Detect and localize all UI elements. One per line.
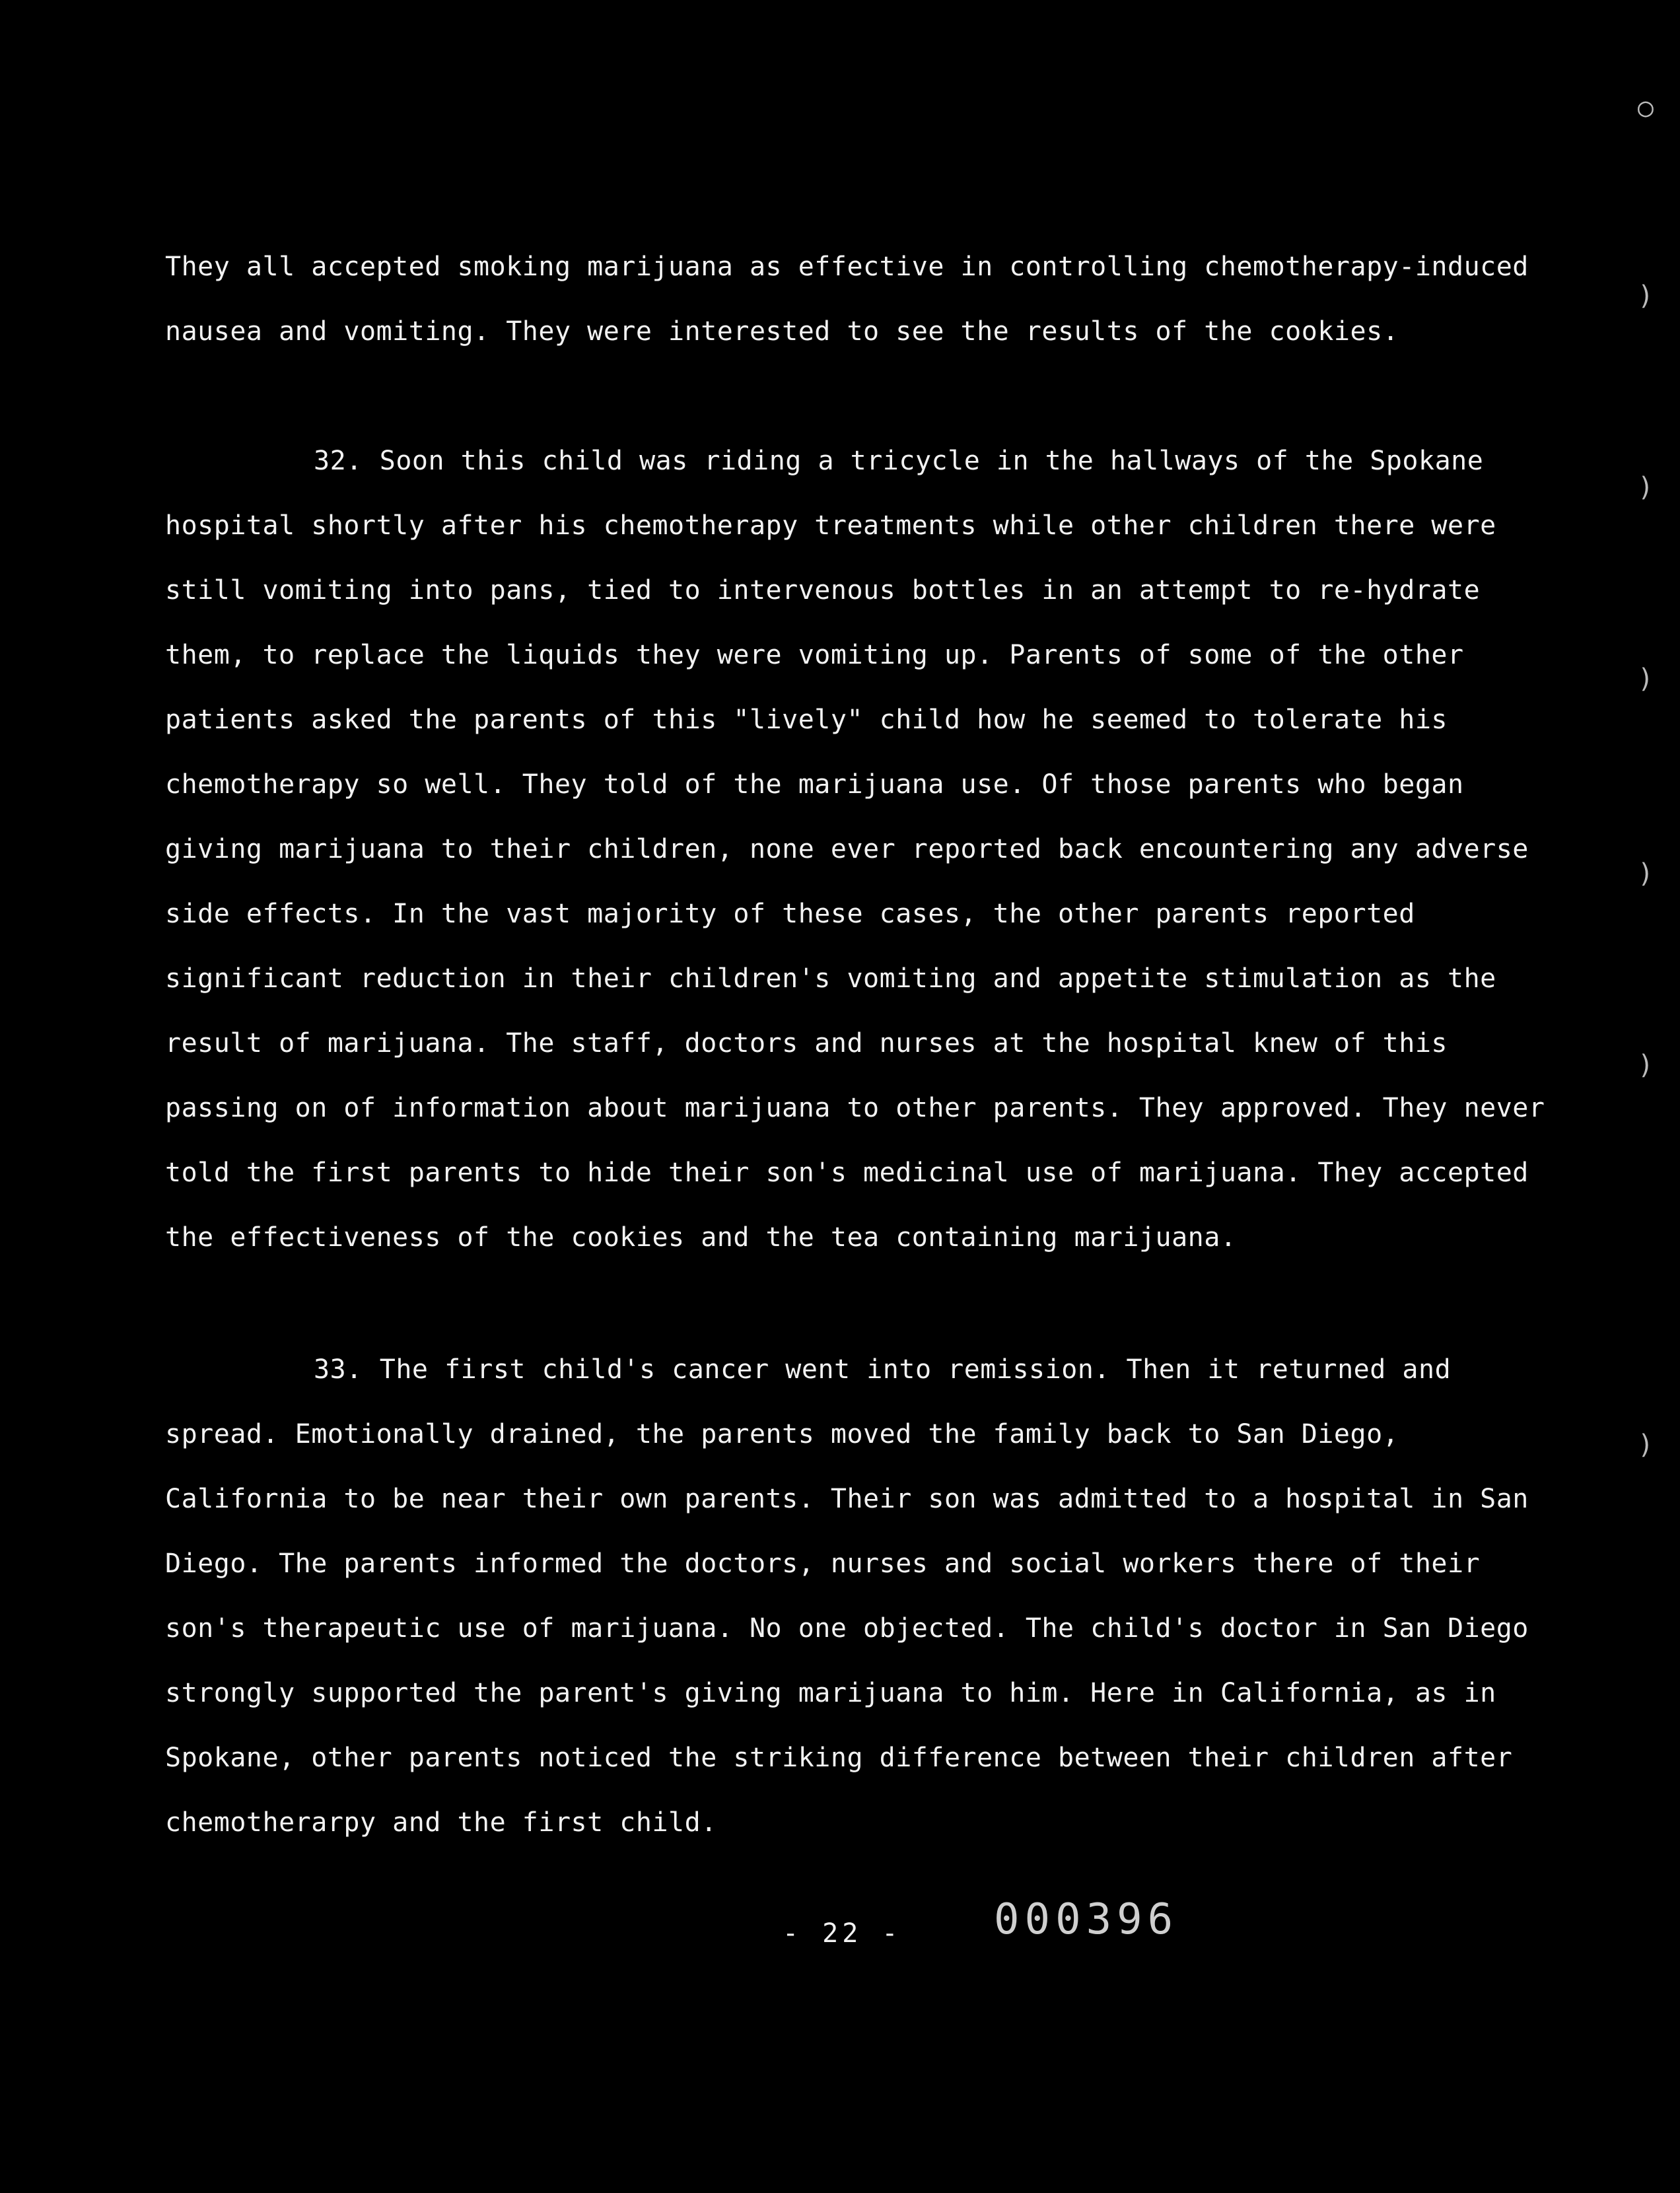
binder-hole-icon: ) <box>1637 281 1654 311</box>
bates-number: 000396 <box>994 1895 1179 1944</box>
paragraph-number: 32. <box>314 446 363 476</box>
paragraph-text: The first child's cancer went into remission. Then it returned and spread. Emotionally drained, the parents moved the family back to San Diego, California to be near their own parents. Their son was admitted to a hospital in San Diego. The parents informed the doctors, nurses and social workers there of their son's therapeutic use of marijuana. No one objected. The child's doctor in San Diego strongly supported the parent's giving marijuana to him. Here in California, as in Spokane, other parents noticed the striking difference between their children after chemotherarpy and the first child. <box>165 1354 1545 1838</box>
paragraph-text: They all accepted smoking marijuana as effective in controlling chemotherapy-induced nausea and vomiting. They were interested to see the results of the cookies. <box>165 252 1545 347</box>
paragraph-number: 33. <box>314 1354 363 1385</box>
binder-hole-icon: ) <box>1637 858 1654 889</box>
paragraph-32 <box>165 429 1562 1270</box>
page-number: - 22 - <box>783 1918 902 1949</box>
paragraph-text: Soon this child was riding a tricycle in the hallways of the Spokane hospital shortly after his chemotherapy treatments while other children there were still vomiting into pans, tied to intervenous bottles in an attempt to re-hydrate them, to replace the liquids they were vomiting up. Parents of some of the other patients asked the parents of this "lively" child how he seemed to tolerate his chemotherapy so well. They told of the marijuana use. Of those parents who began giving marijuana to their children, none ever reported back encountering any adverse side effects. In the vast majority of these cases, the other parents reported significant reduction in their children's vomiting and appetite stimulation as the result of marijuana. The staff, doctors and nurses at the hospital knew of this passing on of information about marijuana to other parents. They approved. They never told the first parents to hide their son's medicinal use of marijuana. They accepted the effectiveness of the cookies and the tea containing marijuana. <box>165 446 1562 1253</box>
binder-hole-icon: ) <box>1637 1050 1654 1080</box>
paragraph-33 <box>165 1337 1558 1855</box>
paragraph-continued <box>165 234 1558 364</box>
binder-hole-icon: ) <box>1637 1430 1654 1460</box>
binder-hole-icon: ○ <box>1637 92 1654 123</box>
binder-hole-icon: ) <box>1637 472 1654 503</box>
binder-hole-icon: ) <box>1637 664 1654 694</box>
